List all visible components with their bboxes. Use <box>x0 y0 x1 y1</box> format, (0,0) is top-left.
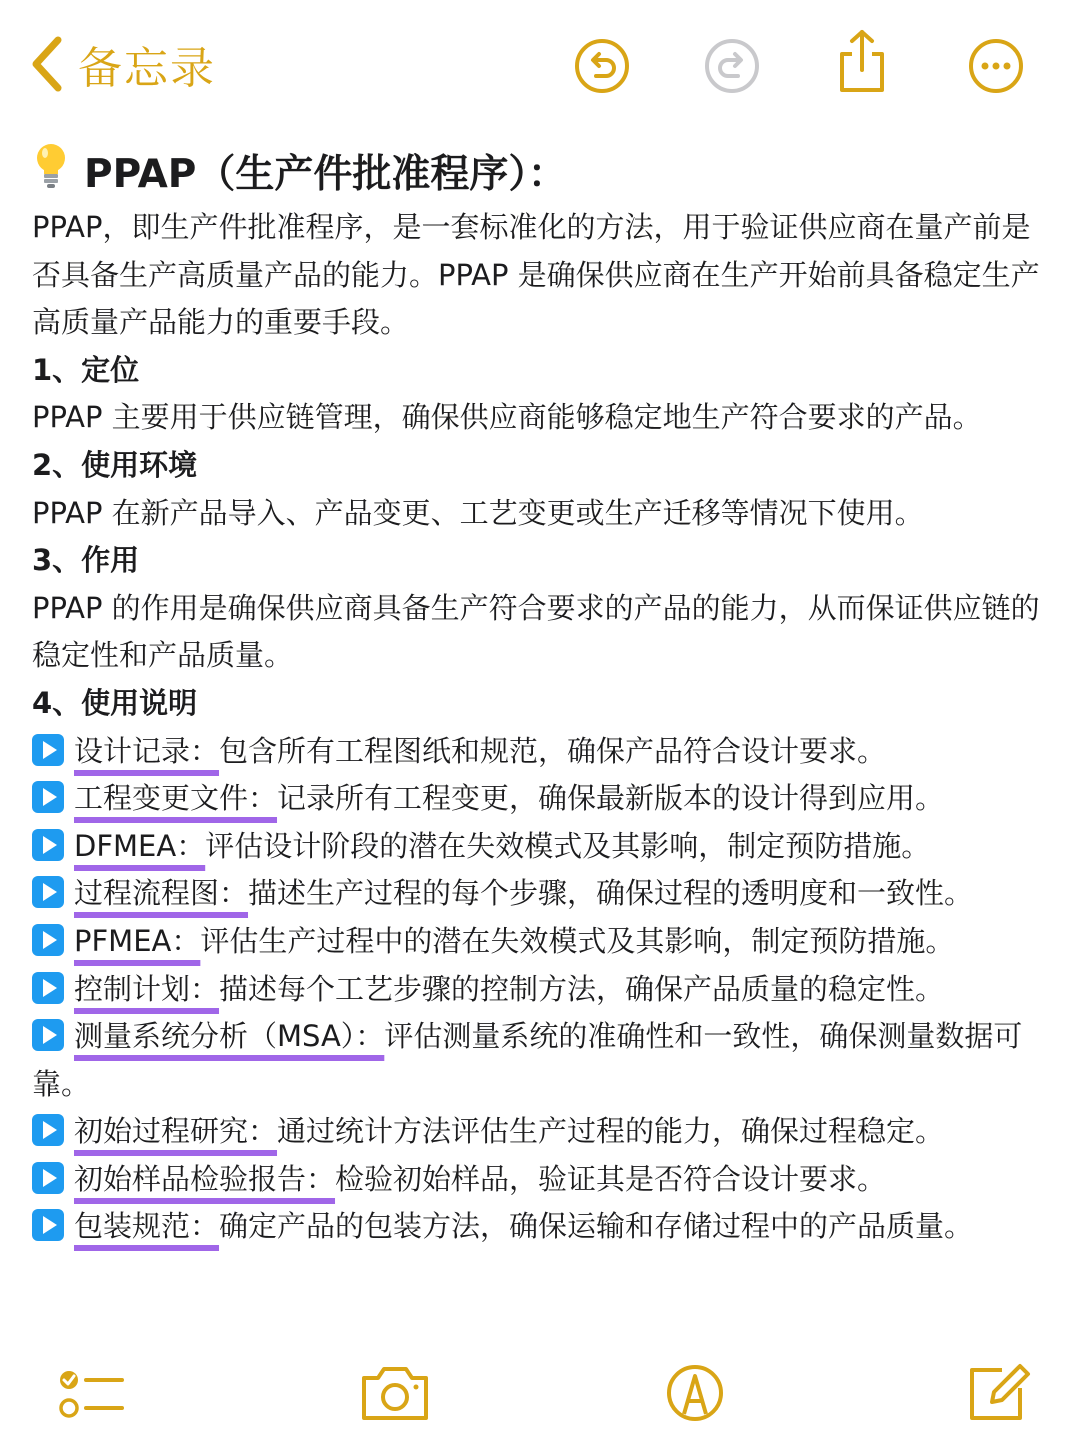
item-description: 确定产品的包装方法，确保运输和存储过程中的产品质量。 <box>219 1209 974 1244</box>
item-description: 评估生产过程中的潜在失效模式及其影响，制定预防措施。 <box>200 923 955 958</box>
camera-button[interactable] <box>358 1356 432 1426</box>
item-term: 设计记录： <box>74 733 220 768</box>
play-bullet-icon <box>32 1209 64 1241</box>
play-bullet-icon <box>32 1019 64 1051</box>
item-term: PFMEA： <box>74 923 201 958</box>
back-button[interactable] <box>28 32 216 96</box>
share-icon <box>832 28 892 96</box>
item-description: 描述每个工艺步骤的控制方法，确保产品质量的稳定性。 <box>219 971 945 1006</box>
list-item <box>32 1108 1048 1156</box>
section-text-environment: PPAP 在新产品导入、产品变更、工艺变更或生产迁移等情况下使用。 <box>32 495 924 530</box>
play-bullet-icon <box>32 924 64 956</box>
item-term: 初始样品检验报告： <box>74 1161 336 1196</box>
compose-button[interactable] <box>962 1356 1032 1426</box>
redo-icon <box>702 36 762 96</box>
list-item <box>32 966 1048 1014</box>
usage-list <box>32 728 1048 1252</box>
section-text-positioning: PPAP 主要用于供应链管理，确保供应商能够稳定地生产符合要求的产品。 <box>32 400 982 435</box>
item-description: 检验初始样品，验证其是否符合设计要求。 <box>335 1161 887 1196</box>
checklist-button[interactable] <box>56 1356 126 1426</box>
item-term: 测量系统分析（MSA）： <box>74 1019 385 1054</box>
play-bullet-icon <box>32 1114 64 1146</box>
more-button[interactable] <box>966 36 1026 96</box>
section-text-function: PPAP 的作用是确保供应商具备生产符合要求的产品的能力，从而保证供应链的稳定性和产品质量。 <box>32 590 1040 673</box>
item-term: 初始过程研究： <box>74 1114 278 1149</box>
play-bullet-icon <box>32 1162 64 1194</box>
navigation-bar <box>0 0 1080 130</box>
list-item <box>32 775 1048 823</box>
note-body[interactable] <box>32 142 1048 1251</box>
item-description: 记录所有工程变更，确保最新版本的设计得到应用。 <box>277 781 945 816</box>
back-label: 备忘录 <box>78 43 216 94</box>
bottom-toolbar <box>0 1350 1080 1430</box>
section-heading-usage: 4、使用说明 <box>32 685 198 720</box>
lightbulb-icon <box>32 142 70 200</box>
list-item <box>32 728 1048 776</box>
item-term: 包装规范： <box>74 1209 220 1244</box>
section-heading-positioning: 1、定位 <box>32 352 140 387</box>
chevron-left-icon <box>28 34 64 94</box>
checklist-icon <box>56 1356 126 1426</box>
list-item <box>32 1203 1048 1251</box>
play-bullet-icon <box>32 829 64 861</box>
markup-icon <box>660 1356 730 1426</box>
item-description: 通过统计方法评估生产过程的能力，确保过程稳定。 <box>277 1114 945 1149</box>
note-title: PPAP（生产件批准程序）： <box>84 152 567 197</box>
section-heading-function: 3、作用 <box>32 543 140 578</box>
list-item <box>32 918 1048 966</box>
play-bullet-icon <box>32 972 64 1004</box>
undo-icon <box>572 36 632 96</box>
redo-button[interactable] <box>702 36 762 96</box>
list-item <box>32 870 1048 918</box>
intro-paragraph: PPAP，即生产件批准程序，是一套标准化的方法，用于验证供应商在量产前是否具备生产高质量产品的能力。PPAP 是确保供应商在生产开始前具备稳定生产高质量产品能力的重要手段。 <box>32 210 1040 340</box>
markup-button[interactable] <box>660 1356 730 1426</box>
camera-icon <box>358 1356 432 1426</box>
more-icon <box>966 36 1026 96</box>
item-term: DFMEA： <box>74 828 206 863</box>
item-description: 包含所有工程图纸和规范，确保产品符合设计要求。 <box>219 733 887 768</box>
note-title-row <box>32 142 1048 200</box>
play-bullet-icon <box>32 781 64 813</box>
share-button[interactable] <box>832 28 892 88</box>
item-term: 过程流程图： <box>74 876 249 911</box>
play-bullet-icon <box>32 734 64 766</box>
compose-icon <box>962 1356 1032 1426</box>
item-description: 评估测量系统的准确性和一致性，确保测量数据可靠。 <box>32 1019 1023 1101</box>
list-item <box>32 1013 1048 1108</box>
undo-button[interactable] <box>572 36 632 96</box>
list-item <box>32 823 1048 871</box>
item-description: 描述生产过程的每个步骤，确保过程的透明度和一致性。 <box>248 876 974 911</box>
item-term: 工程变更文件： <box>74 781 278 816</box>
play-bullet-icon <box>32 876 64 908</box>
section-heading-environment: 2、使用环境 <box>32 447 198 482</box>
item-description: 评估设计阶段的潜在失效模式及其影响，制定预防措施。 <box>205 828 931 863</box>
list-item <box>32 1156 1048 1204</box>
item-term: 控制计划： <box>74 971 220 1006</box>
